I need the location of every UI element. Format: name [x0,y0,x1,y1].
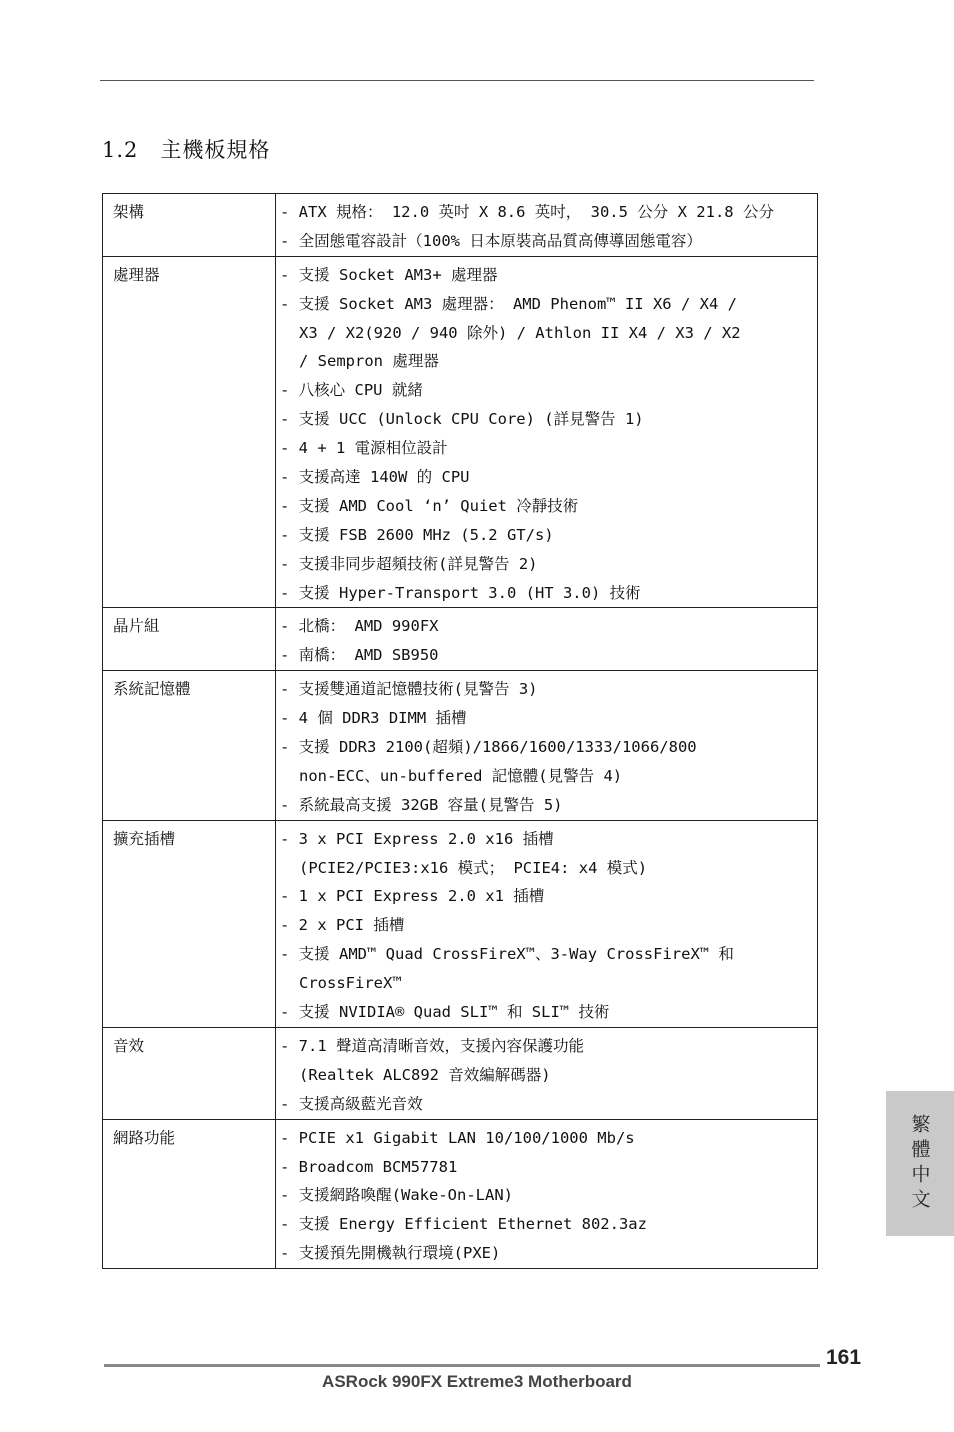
language-tab-label: 繁體中文 [908,1113,931,1214]
spec-line: - 支援高級藍光音效 [280,1094,423,1113]
spec-line: - 八核心 CPU 就緒 [280,381,423,400]
language-tab [886,1091,954,1236]
spec-category: 系統記憶體 [103,671,276,820]
spec-line: / Sempron 處理器 [299,352,439,371]
spec-line: - 北橋： AMD 990FX [280,617,439,636]
spec-line: - 支援高達 140W 的 CPU [280,468,470,487]
spec-line: - 支援 AMD Cool ‘n’ Quiet 冷靜技術 [280,496,579,515]
spec-line: (PCIE2/PCIE3:x16 模式； PCIE4: x4 模式) [299,858,648,877]
spec-line: - 支援 NVIDIA® Quad SLI™ 和 SLI™ 技術 [280,1003,610,1022]
spec-line: - 2 x PCI 插槽 [280,916,405,935]
spec-line: - 支援 AMD™ Quad CrossFireX™、3-Way CrossFireX™ 和 [280,945,734,964]
spec-line: - 支援 Energy Efficient Ethernet 802.3az [280,1215,647,1234]
spec-line: - 支援 UCC (Unlock CPU Core) (詳見警告 1) [280,410,644,429]
spec-row [103,1119,818,1268]
spec-line: - PCIE x1 Gigabit LAN 10/100/1000 Mb/s [280,1128,635,1147]
spec-line: - 支援網路喚醒(Wake-On-LAN) [280,1186,513,1205]
spec-line: - 系統最高支援 32GB 容量(見警告 5) [280,795,563,814]
spec-line: - 4 個 DDR3 DIMM 插槽 [280,709,467,728]
footer-divider [104,1364,820,1367]
section-number: 1.2 [102,138,139,162]
top-divider [100,80,814,81]
spec-line: - 支援 Socket AM3 處理器： AMD Phenom™ II X6 / X4 / [280,294,737,313]
spec-row [103,194,818,257]
spec-line: - 支援 Hyper-Transport 3.0 (HT 3.0) 技術 [280,583,641,602]
spec-category: 處理器 [103,256,276,608]
spec-category: 架構 [103,194,276,257]
spec-line: X3 / X2(920 / 940 除外) / Athlon II X4 / X3 / X2 [299,323,741,342]
spec-line: CrossFireX™ [299,974,402,993]
spec-line: - ATX 規格： 12.0 英吋 X 8.6 英吋， 30.5 公分 X 21.8 公分 [280,203,774,221]
spec-values [276,608,818,671]
spec-category: 音效 [103,1027,276,1119]
spec-line: - 3 x PCI Express 2.0 x16 插槽 [280,829,554,848]
spec-values [276,194,818,257]
spec-line: non-ECC、un-buffered 記憶體(見警告 4) [299,766,623,785]
section-heading [102,134,270,164]
page-number: 161 [826,1346,862,1369]
spec-line: - 4 + 1 電源相位設計 [280,439,448,458]
spec-row [103,671,818,820]
spec-category: 擴充插槽 [103,820,276,1027]
spec-line: - 7.1 聲道高清晰音效，支援內容保護功能 [280,1036,584,1055]
spec-line: - 支援 DDR3 2100(超頻)/1866/1600/1333/1066/800 [280,738,697,757]
spec-row [103,256,818,608]
spec-table [102,193,818,1269]
spec-line: - 支援非同步超頻技術(詳見警告 2) [280,554,538,573]
spec-values [276,1027,818,1119]
spec-row [103,608,818,671]
section-title: 主機板規格 [160,138,271,162]
spec-line: - 1 x PCI Express 2.0 x1 插槽 [280,887,545,906]
spec-values [276,1119,818,1268]
footer-title: ASRock 990FX Extreme3 Motherboard [322,1372,632,1391]
spec-values [276,256,818,608]
spec-row [103,1027,818,1119]
spec-line: - 南橋： AMD SB950 [280,646,439,665]
spec-category: 晶片組 [103,608,276,671]
spec-line: - 支援雙通道記憶體技術(見警告 3) [280,680,538,699]
spec-line: - Broadcom BCM57781 [280,1157,458,1176]
spec-line: - 支援 FSB 2600 MHz (5.2 GT/s) [280,525,554,544]
spec-row [103,820,818,1027]
spec-line: - 全固態電容設計（100% 日本原裝高品質高傳導固態電容） [280,231,702,250]
spec-values [276,671,818,820]
spec-line: - 支援預先開機執行環境(PXE) [280,1244,501,1263]
spec-line: (Realtek ALC892 音效編解碼器) [299,1065,551,1084]
spec-category: 網路功能 [103,1119,276,1268]
spec-line: - 支援 Socket AM3+ 處理器 [280,265,498,284]
spec-values [276,820,818,1027]
